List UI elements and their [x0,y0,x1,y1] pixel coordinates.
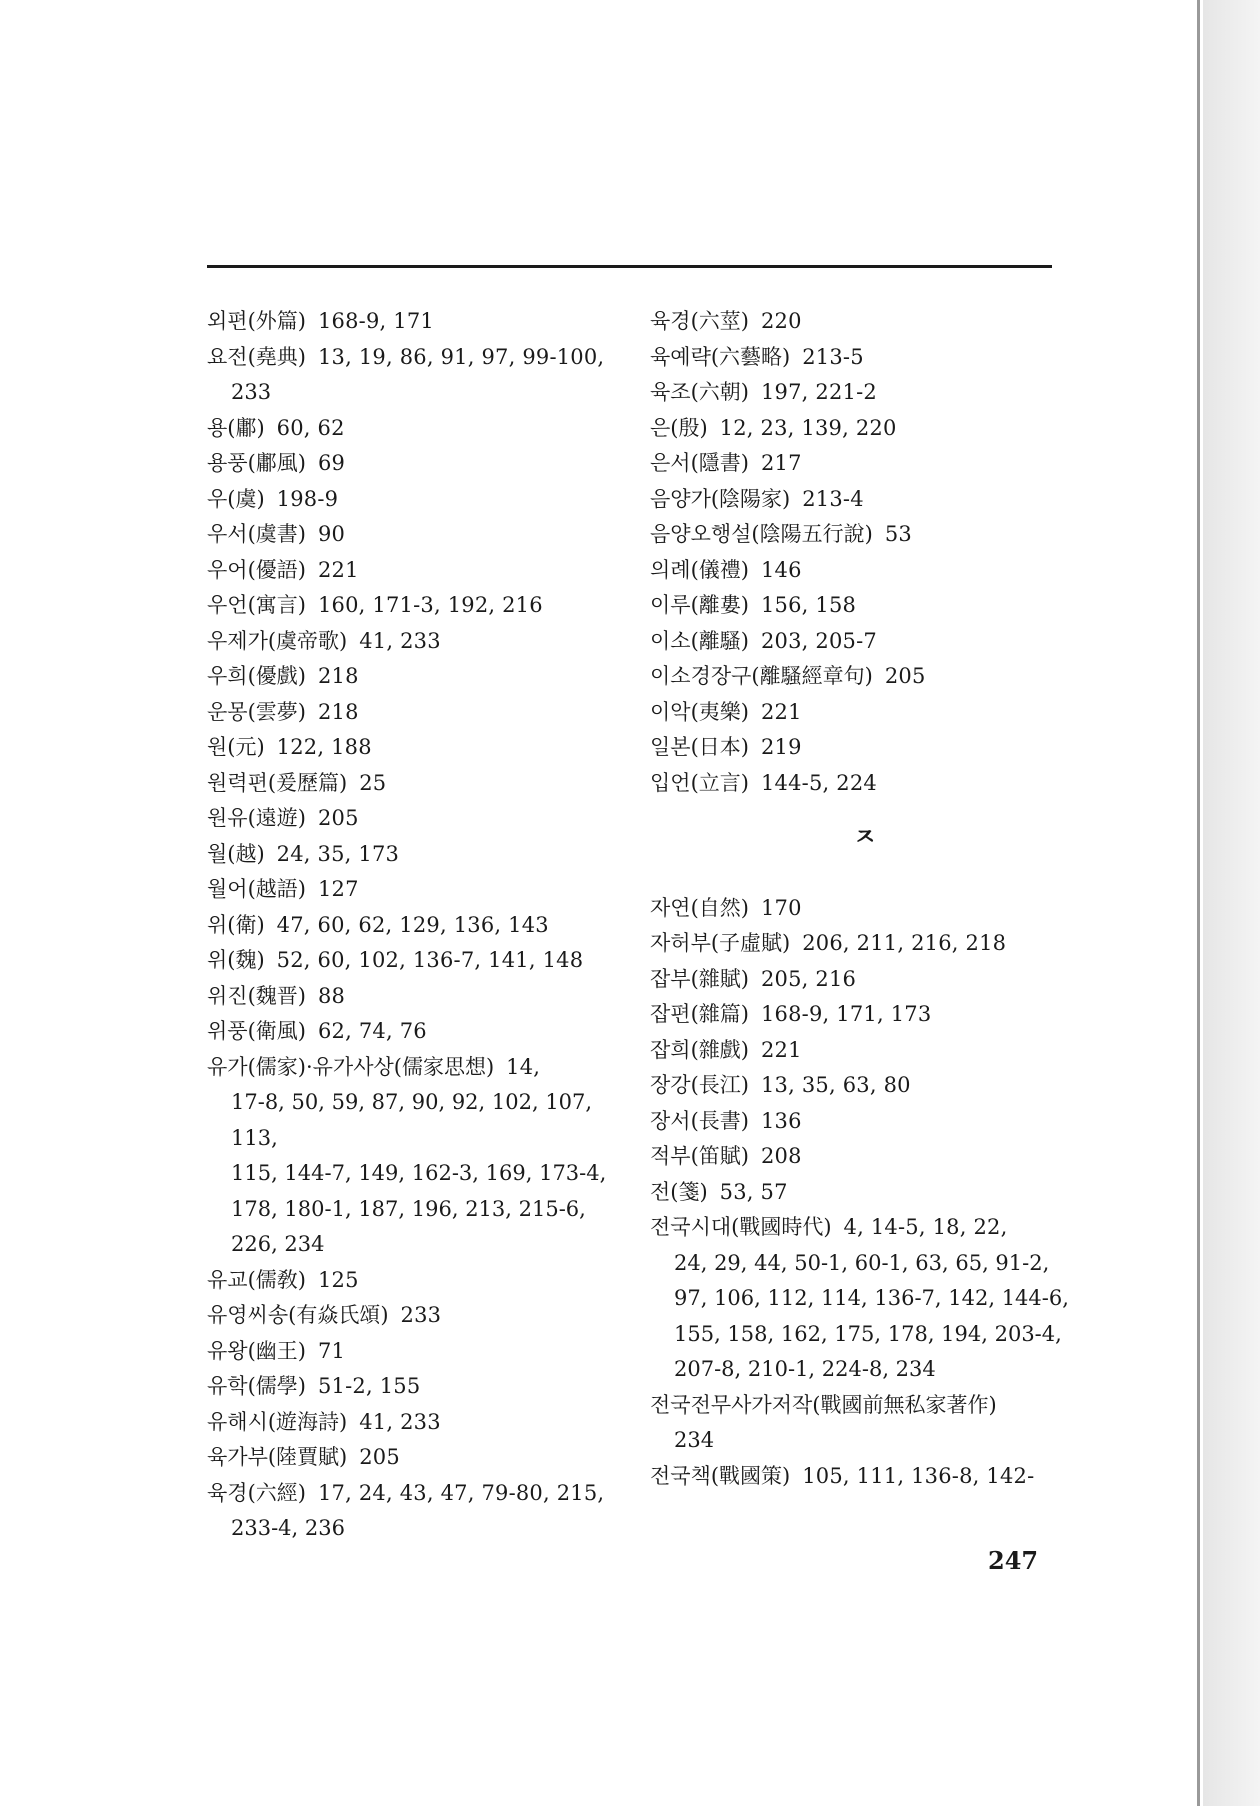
index-pages: 24, 35, 173 [276,841,400,866]
index-term: 자허부(子虛賦) [650,931,791,955]
index-term: 이소경장구(離騷經章句) [650,664,873,688]
index-entry [650,1210,1080,1388]
index-pages: 221 [317,557,359,582]
index-entry [650,1388,1080,1459]
index-term: 위풍(衛風) [207,1019,306,1043]
index-term: 음양오행설(陰陽五行說) [650,522,873,546]
index-pages: 220 [760,309,802,333]
index-entry [650,1104,1080,1140]
index-pages: 197, 221-2 [760,380,877,404]
index-term: 유해시(遊海詩) [207,1409,348,1434]
index-pages-continued: 24, 29, 44, 50-1, 60-1, 63, 65, 91-2, [674,1250,1050,1275]
index-term: 적부(笛賦) [650,1144,749,1168]
index-entry [650,553,1080,589]
index-entry [650,624,1080,660]
index-term: 의례(儀禮) [650,557,749,582]
index-pages: 198-9 [276,486,339,511]
index-entry [207,1369,637,1405]
index-term: 유가(儒家)·유가사상(儒家思想) [207,1054,495,1079]
index-pages-continued: 207-8, 210-1, 224-8, 234 [674,1357,936,1381]
index-term: 우서(虞書) [207,522,306,546]
index-pages: 205 [359,1445,400,1469]
index-entry [207,482,637,518]
index-pages-continued: 115, 144-7, 149, 162-3, 169, 173-4, [231,1161,607,1185]
index-pages: 205 [884,664,926,688]
index-pages: 146 [760,557,802,582]
index-term: 장서(長書) [650,1108,749,1133]
index-entry [650,926,1080,962]
index-pages: 127 [317,877,359,901]
index-term: 위(衛) [207,912,265,937]
index-term: 육가부(陸賈賦) [207,1445,348,1469]
index-pages: 218 [317,664,359,688]
index-entry [650,730,1080,766]
index-pages-continued: 234 [674,1428,715,1452]
index-pages: 168-9, 171 [317,309,434,333]
index-group-right-top [650,304,1080,801]
index-entry [207,1050,637,1263]
index-pages: 13, 35, 63, 80 [760,1073,911,1097]
index-term: 이소(離騷) [650,628,749,653]
index-term: 유학(儒學) [207,1374,306,1398]
index-pages: 105, 111, 136-8, 142- [802,1463,1035,1488]
index-term: 잡부(雜賦) [650,966,749,991]
index-pages: 53, 57 [719,1179,788,1204]
index-pages: 88 [317,983,346,1008]
index-term: 우제가(虞帝歌) [207,628,348,653]
header-rule [207,265,1052,268]
index-pages: 60, 62 [276,415,345,440]
index-entry [650,375,1080,411]
index-term: 위진(魏晋) [207,983,306,1008]
index-term: 우(虞) [207,486,265,511]
index-term: 유왕(幽王) [207,1338,306,1363]
index-pages: 4, 14-5, 18, 22, [843,1215,1008,1239]
index-pages-continued: 155, 158, 162, 175, 178, 194, 203-4, [674,1321,1062,1346]
index-term: 위(魏) [207,948,265,972]
index-pages: 170 [760,895,802,920]
index-term: 월(越) [207,841,265,866]
index-term: 유교(儒敎) [207,1267,306,1292]
index-term: 요전(堯典) [207,344,306,369]
index-column-right [650,304,1080,1494]
index-entry [207,1405,637,1441]
index-pages: 208 [760,1144,802,1168]
index-term: 잡희(雜戲) [650,1037,749,1062]
index-term: 전(箋) [650,1179,708,1204]
index-term: 입언(立言) [650,770,749,795]
index-column-left [207,304,637,1547]
index-pages: 71 [317,1338,346,1363]
index-term: 운몽(雲夢) [207,699,306,724]
index-entry [207,1440,637,1476]
index-pages: 53 [884,522,912,546]
index-pages: 47, 60, 62, 129, 136, 143 [276,912,549,937]
index-term: 우어(優語) [207,557,306,582]
index-pages: 218 [317,699,359,724]
index-pages: 136 [760,1108,802,1133]
index-term: 전국책(戰國策) [650,1463,791,1488]
index-entry [207,304,637,340]
index-entry [207,1334,637,1370]
index-pages-continued: 178, 180-1, 187, 196, 213, 215-6, [231,1196,586,1221]
index-term: 우언(寓言) [207,593,306,617]
index-pages: 51-2, 155 [317,1374,421,1398]
index-term: 전국시대(戰國時代) [650,1215,832,1239]
index-pages: 168-9, 171, 173 [760,1002,932,1026]
index-entry [207,553,637,589]
index-entry [650,588,1080,624]
index-term: 유영씨송(有焱氏頌) [207,1303,389,1327]
index-term: 장강(長江) [650,1073,749,1097]
index-pages: 221 [760,1037,802,1062]
page-edge-shadow [1203,0,1260,1806]
index-entry [207,730,637,766]
index-entry [650,1175,1080,1211]
index-entry [207,943,637,979]
index-entry [207,1263,637,1299]
index-pages: 52, 60, 102, 136-7, 141, 148 [276,948,584,972]
index-entry [207,695,637,731]
index-pages-continued: 226, 234 [231,1232,325,1256]
index-entry [650,891,1080,927]
index-entry [207,908,637,944]
index-pages: 17, 24, 43, 47, 79-80, 215, [317,1480,605,1505]
index-pages: 156, 158 [760,593,857,617]
index-pages: 206, 211, 216, 218 [802,931,1007,955]
index-entry [207,979,637,1015]
index-entry [207,659,637,695]
index-term: 잡편(雜篇) [650,1002,749,1026]
index-term: 외편(外篇) [207,309,306,333]
index-entry [207,1298,637,1334]
index-entry [650,1459,1080,1495]
section-letter: ㅈ [853,822,877,851]
index-pages: 69 [317,451,346,475]
index-term: 육조(六朝) [650,380,749,404]
index-pages: 221 [760,699,802,724]
index-entry [207,411,637,447]
index-pages: 41, 233 [359,628,441,653]
index-pages: 219 [760,735,802,759]
index-term: 용풍(鄘風) [207,451,306,475]
index-term: 원(元) [207,735,265,759]
index-pages: 12, 23, 139, 220 [719,415,897,440]
index-pages: 205 [317,806,359,830]
index-pages: 62, 74, 76 [317,1019,427,1043]
index-pages-continued: 17-8, 50, 59, 87, 90, 92, 102, 107, 113, [231,1090,593,1150]
index-entry [650,1068,1080,1104]
index-term: 육예략(六藝略) [650,344,791,369]
index-entry [207,588,637,624]
index-entry [207,340,637,411]
index-entry [650,766,1080,802]
index-entry [207,766,637,802]
index-entry [207,1476,637,1547]
index-term: 용(鄘) [207,415,265,440]
index-entry [650,446,1080,482]
index-term: 자연(自然) [650,895,749,920]
index-term: 원력편(爰歷篇) [207,770,348,795]
index-term: 일본(日本) [650,735,749,759]
index-term: 은서(隱書) [650,451,749,475]
index-pages-continued: 233-4, 236 [231,1516,345,1540]
index-entry [650,1139,1080,1175]
index-entry [650,340,1080,376]
index-pages: 13, 19, 86, 91, 97, 99-100, [317,344,605,369]
index-term: 음양가(陰陽家) [650,486,791,511]
index-term: 이악(夷樂) [650,699,749,724]
index-term: 우희(優戲) [207,664,306,688]
index-term: 육경(六經) [207,1480,306,1505]
index-entry [207,1014,637,1050]
index-pages: 14, [506,1054,541,1079]
index-entry [650,482,1080,518]
index-pages: 203, 205-7 [760,628,877,653]
index-term: 전국전무사가저작(戰國前無私家著作) [650,1392,997,1417]
index-entry [650,304,1080,340]
index-entry [207,837,637,873]
index-entry [650,1033,1080,1069]
index-pages: 213-5 [802,344,864,369]
index-term: 육경(六莖) [650,309,749,333]
index-term: 은(殷) [650,415,708,440]
index-pages: 144-5, 224 [760,770,877,795]
index-entry [207,446,637,482]
index-pages: 205, 216 [760,966,857,991]
index-term: 이루(離婁) [650,593,749,617]
index-entry [207,517,637,553]
index-pages: 160, 171-3, 192, 216 [317,593,543,617]
index-pages: 90 [317,522,346,546]
index-pages: 233 [400,1303,442,1327]
index-term: 원유(遠遊) [207,806,306,830]
index-group-right-bottom [650,891,1080,1495]
page-number: 247 [988,1546,1039,1575]
index-entry [650,659,1080,695]
index-term: 월어(越語) [207,877,306,901]
index-entry [650,962,1080,998]
index-pages: 122, 188 [276,735,372,759]
index-pages: 125 [317,1267,359,1292]
index-pages: 25 [359,770,387,795]
index-entry [207,801,637,837]
index-pages: 217 [760,451,802,475]
index-entry [650,695,1080,731]
index-entry [650,997,1080,1033]
index-entry [650,411,1080,447]
index-pages: 213-4 [802,486,864,511]
index-pages-continued: 233 [231,380,272,404]
index-entry [650,517,1080,553]
index-entry [207,624,637,660]
index-pages-continued: 97, 106, 112, 114, 136-7, 142, 144-6, [674,1286,1069,1310]
index-pages: 41, 233 [359,1409,441,1434]
index-entry [207,872,637,908]
